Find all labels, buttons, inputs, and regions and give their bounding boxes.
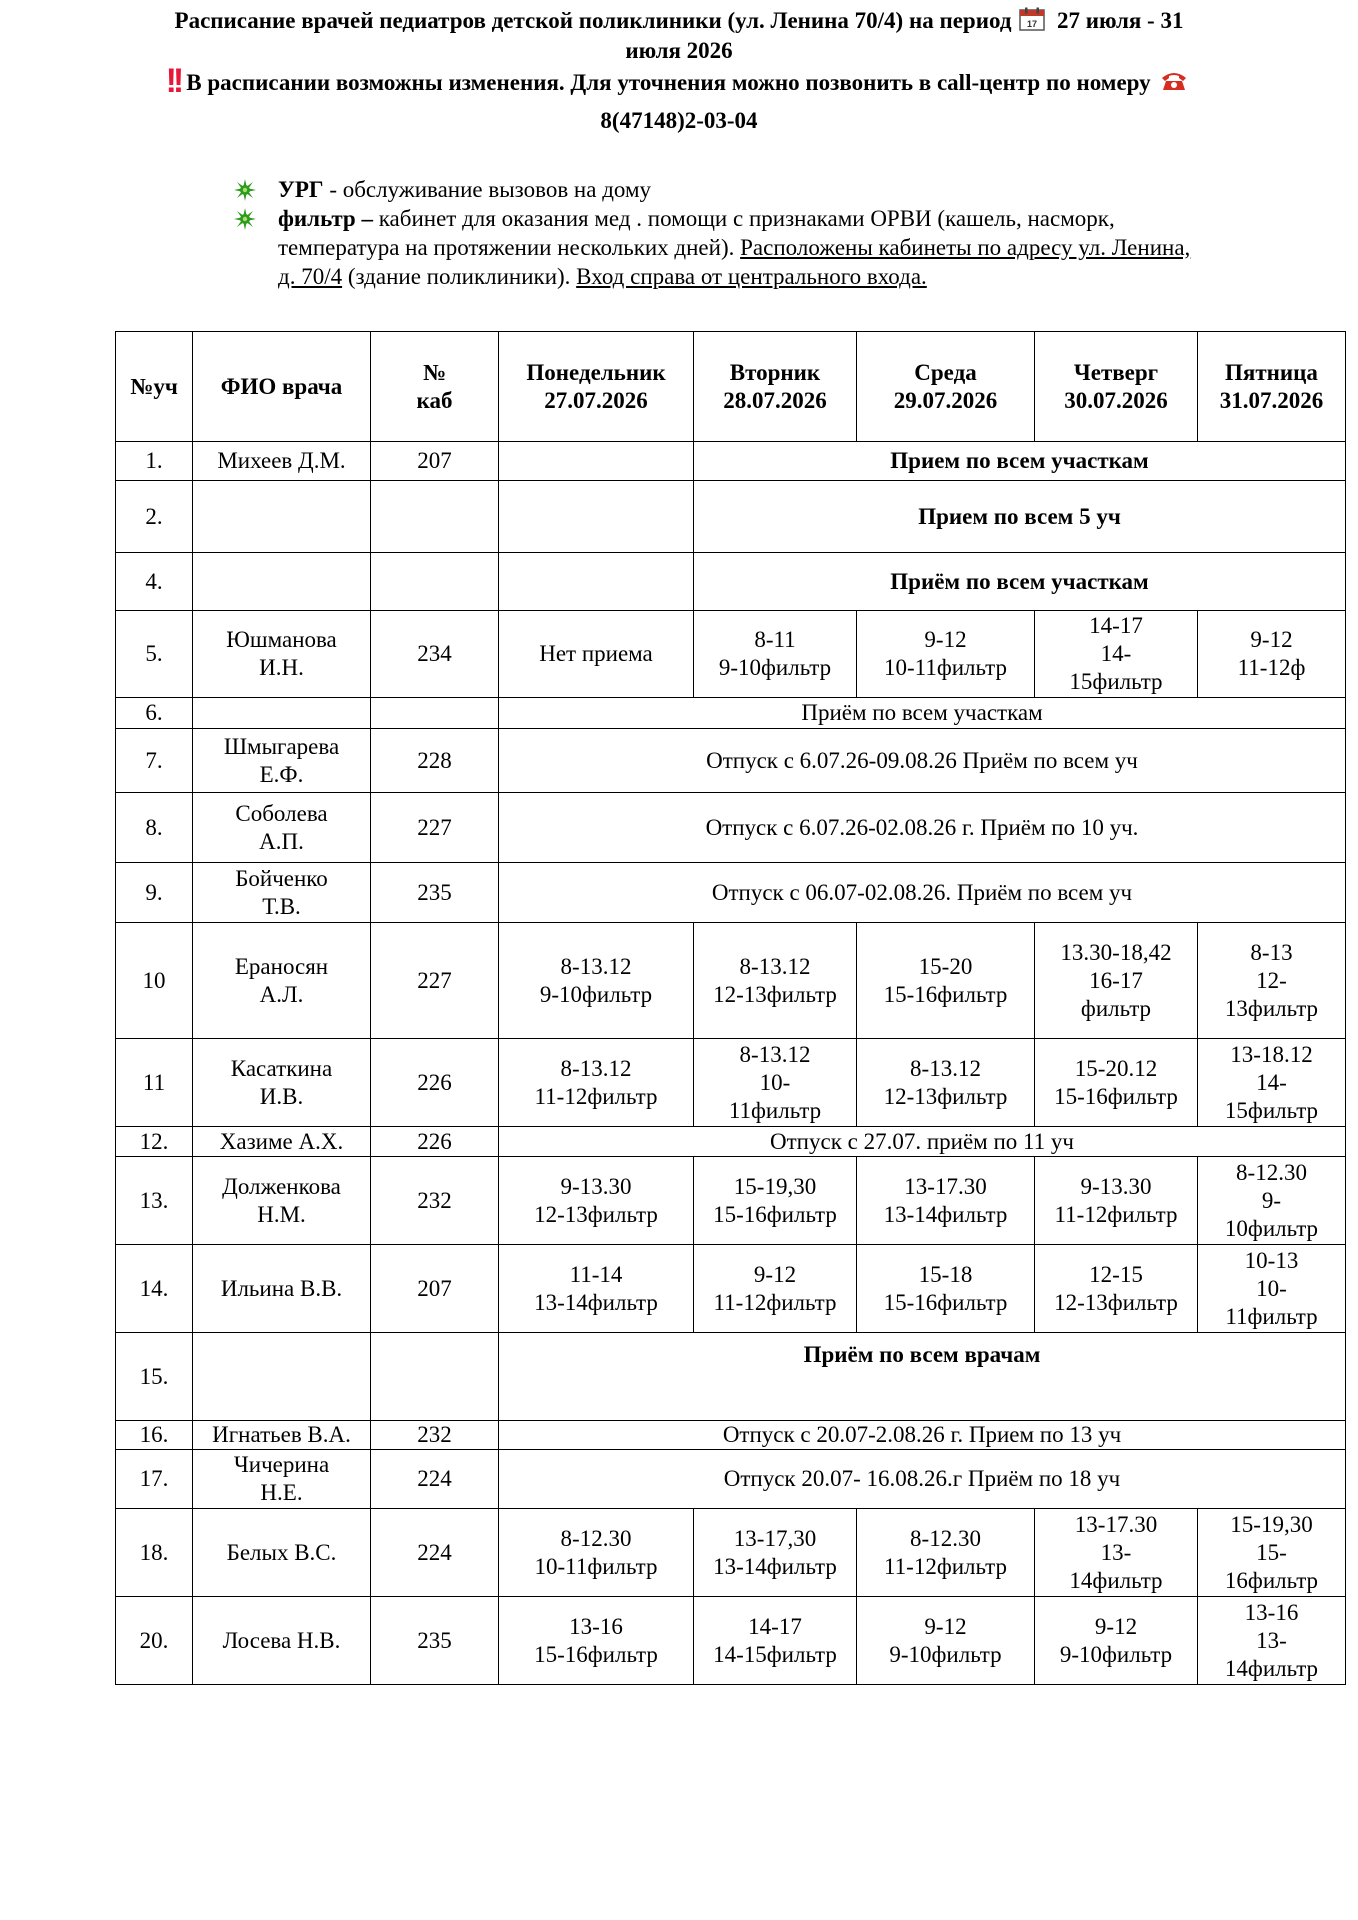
title-text: Расписание врачей педиатров детской поликлиники (ул. Ленина 70/4) на период — [174, 8, 1012, 33]
warning-notice — [150, 62, 1208, 140]
table-row — [116, 553, 1346, 611]
schedule-note-cell: Отпуск с 06.07-02.08.26. Приём по всем уч — [499, 863, 1346, 923]
friday-cell: 8-13 12- 13фильтр — [1198, 923, 1346, 1039]
doctor-name-cell: Касаткина И.В. — [193, 1039, 371, 1127]
friday-cell: 13-16 13- 14фильтр — [1198, 1597, 1346, 1685]
legend-text-urg: - обслуживание вызовов на дому — [323, 177, 652, 202]
uch-number-cell: 8. — [116, 793, 193, 863]
room-cell: 224 — [371, 1450, 499, 1509]
room-cell: 232 — [371, 1421, 499, 1450]
schedule-note-cell: Прием по всем 5 уч — [694, 481, 1346, 553]
room-cell: 235 — [371, 1597, 499, 1685]
schedule-note-cell: Отпуск с 20.07-2.08.26 г. Прием по 13 уч — [499, 1421, 1346, 1450]
wednesday-cell: 9-12 10-11фильтр — [857, 611, 1035, 698]
friday-cell: 10-13 10- 11фильтр — [1198, 1245, 1346, 1333]
uch-number-cell: 18. — [116, 1509, 193, 1597]
monday-cell: 8-13.12 11-12фильтр — [499, 1039, 694, 1127]
doctor-name-cell — [193, 553, 371, 611]
doctor-name-cell: Чичерина Н.Е. — [193, 1450, 371, 1509]
schedule-note-cell: Приём по всем участкам — [499, 698, 1346, 729]
table-row — [116, 729, 1346, 793]
tuesday-cell: 14-17 14-15фильтр — [694, 1597, 857, 1685]
thursday-cell: 12-15 12-13фильтр — [1035, 1245, 1198, 1333]
uch-number-cell: 15. — [116, 1333, 193, 1421]
table-row — [116, 698, 1346, 729]
table-row — [116, 1157, 1346, 1245]
monday-cell: 8-12.30 10-11фильтр — [499, 1509, 694, 1597]
wednesday-cell: 9-12 9-10фильтр — [857, 1597, 1035, 1685]
legend-item-urg — [230, 175, 1210, 204]
tuesday-cell: 8-13.12 12-13фильтр — [694, 923, 857, 1039]
legend-term-filter: фильтр – — [278, 206, 373, 231]
uch-number-cell: 5. — [116, 611, 193, 698]
legend — [230, 175, 1210, 291]
doctor-name-cell: Хазиме А.Х. — [193, 1127, 371, 1157]
schedule-note-cell: Отпуск с 6.07.26-02.08.26 г. Приём по 10 уч. — [499, 793, 1346, 863]
friday-cell: 13-18.12 14- 15фильтр — [1198, 1039, 1346, 1127]
table-row — [116, 863, 1346, 923]
uch-number-cell: 14. — [116, 1245, 193, 1333]
doctor-name-cell — [193, 698, 371, 729]
friday-cell: 15-19,30 15- 16фильтр — [1198, 1509, 1346, 1597]
thursday-cell: 13.30-18,42 16-17 фильтр — [1035, 923, 1198, 1039]
table-row — [116, 1245, 1346, 1333]
monday-cell — [499, 481, 694, 553]
room-cell: 226 — [371, 1039, 499, 1127]
doctor-name-cell: Долженкова Н.М. — [193, 1157, 371, 1245]
header-thursday: Четверг 30.07.2026 — [1035, 332, 1198, 442]
uch-number-cell: 6. — [116, 698, 193, 729]
monday-cell: 8-13.12 9-10фильтр — [499, 923, 694, 1039]
table-row — [116, 442, 1346, 481]
room-cell: 226 — [371, 1127, 499, 1157]
room-cell: 232 — [371, 1157, 499, 1245]
legend-text-filter: кабинет для оказания мед . помощи с признаками ОРВИ (кашель, насморк, температура на протяжении нескольких дней). — [278, 206, 1115, 260]
monday-cell: Нет приема — [499, 611, 694, 698]
green-star-bullet-icon — [234, 208, 256, 230]
room-cell: 228 — [371, 729, 499, 793]
uch-number-cell: 11 — [116, 1039, 193, 1127]
tuesday-cell: 9-12 11-12фильтр — [694, 1245, 857, 1333]
monday-cell: 9-13.30 12-13фильтр — [499, 1157, 694, 1245]
room-cell: 224 — [371, 1509, 499, 1597]
wednesday-cell: 8-13.12 12-13фильтр — [857, 1039, 1035, 1127]
thursday-cell: 13-17.30 13- 14фильтр — [1035, 1509, 1198, 1597]
table-row — [116, 1333, 1346, 1421]
table-row — [116, 1039, 1346, 1127]
header-room: № каб — [371, 332, 499, 442]
tuesday-cell: 8-13.12 10- 11фильтр — [694, 1039, 857, 1127]
exclamation-icon: !! — [165, 62, 181, 100]
legend-text-building: (здание поликлиники). — [342, 264, 577, 289]
schedule-note-cell: Приём по всем врачам — [499, 1333, 1346, 1421]
table-row — [116, 1450, 1346, 1509]
header-monday: Понедельник 27.07.2026 — [499, 332, 694, 442]
table-row — [116, 1509, 1346, 1597]
svg-text:17: 17 — [1027, 19, 1038, 29]
uch-number-cell: 9. — [116, 863, 193, 923]
uch-number-cell: 13. — [116, 1157, 193, 1245]
thursday-cell: 9-13.30 11-12фильтр — [1035, 1157, 1198, 1245]
room-cell: 207 — [371, 1245, 499, 1333]
table-row — [116, 923, 1346, 1039]
doctor-name-cell: Лосева Н.В. — [193, 1597, 371, 1685]
telephone-icon — [1160, 70, 1188, 92]
friday-cell: 8-12.30 9- 10фильтр — [1198, 1157, 1346, 1245]
header-tuesday: Вторник 28.07.2026 — [694, 332, 857, 442]
wednesday-cell: 8-12.30 11-12фильтр — [857, 1509, 1035, 1597]
uch-number-cell: 4. — [116, 553, 193, 611]
wednesday-cell: 13-17.30 13-14фильтр — [857, 1157, 1035, 1245]
header-doctor: ФИО врача — [193, 332, 371, 442]
room-cell: 235 — [371, 863, 499, 923]
monday-cell: 13-16 15-16фильтр — [499, 1597, 694, 1685]
thursday-cell: 15-20.12 15-16фильтр — [1035, 1039, 1198, 1127]
table-row — [116, 793, 1346, 863]
uch-number-cell: 17. — [116, 1450, 193, 1509]
schedule-note-cell: Отпуск с 6.07.26-09.08.26 Приём по всем уч — [499, 729, 1346, 793]
doctor-name-cell: Бойченко Т.В. — [193, 863, 371, 923]
page-title — [150, 6, 1208, 66]
doctor-name-cell: Соболева А.П. — [193, 793, 371, 863]
wednesday-cell: 15-20 15-16фильтр — [857, 923, 1035, 1039]
monday-cell — [499, 553, 694, 611]
title-period: 27 июля - 31 июля 2026 — [625, 8, 1184, 63]
entrance-link[interactable]: Вход справа от центрального входа. — [576, 264, 927, 289]
header-friday: Пятница 31.07.2026 — [1198, 332, 1346, 442]
table-row — [116, 481, 1346, 553]
room-cell: 227 — [371, 793, 499, 863]
address-link[interactable]: Расположены кабинеты по адресу ул. Ленина, д. 70/4 — [278, 235, 1191, 289]
room-cell: 227 — [371, 923, 499, 1039]
thursday-cell: 14-17 14- 15фильтр — [1035, 611, 1198, 698]
table-header-row — [116, 332, 1346, 442]
table-row — [116, 1597, 1346, 1685]
thursday-cell: 9-12 9-10фильтр — [1035, 1597, 1198, 1685]
uch-number-cell: 1. — [116, 442, 193, 481]
schedule-note-cell: Прием по всем участкам — [694, 442, 1346, 481]
schedule-table — [115, 331, 1346, 1685]
calendar-icon — [1019, 7, 1045, 31]
doctor-name-cell — [193, 1333, 371, 1421]
room-cell — [371, 1333, 499, 1421]
doctor-name-cell: Ильина В.В. — [193, 1245, 371, 1333]
uch-number-cell: 12. — [116, 1127, 193, 1157]
tuesday-cell: 8-11 9-10фильтр — [694, 611, 857, 698]
doctor-name-cell: Игнатьев В.А. — [193, 1421, 371, 1450]
uch-number-cell: 20. — [116, 1597, 193, 1685]
uch-number-cell: 7. — [116, 729, 193, 793]
tuesday-cell: 13-17,30 13-14фильтр — [694, 1509, 857, 1597]
table-row — [116, 1127, 1346, 1157]
doctor-name-cell: Ераносян А.Л. — [193, 923, 371, 1039]
room-cell: 207 — [371, 442, 499, 481]
doctor-name-cell: Михеев Д.М. — [193, 442, 371, 481]
warning-text: В расписании возможны изменения. Для уточнения можно позвонить в call-центр по номеру — [186, 70, 1151, 95]
schedule-note-cell: Отпуск с 27.07. приём по 11 уч — [499, 1127, 1346, 1157]
green-star-bullet-icon — [234, 179, 256, 201]
schedule-note-cell: Отпуск 20.07- 16.08.26.г Приём по 18 уч — [499, 1450, 1346, 1509]
table-row — [116, 1421, 1346, 1450]
uch-number-cell: 10 — [116, 923, 193, 1039]
doctor-name-cell: Шмыгарева Е.Ф. — [193, 729, 371, 793]
legend-item-filter — [230, 204, 1210, 291]
legend-term-urg: УРГ — [278, 177, 324, 202]
room-cell — [371, 698, 499, 729]
monday-cell: 11-14 13-14фильтр — [499, 1245, 694, 1333]
phone-number: 8(47148)2-03-04 — [600, 108, 758, 133]
room-cell — [371, 553, 499, 611]
room-cell: 234 — [371, 611, 499, 698]
schedule-note-cell: Приём по всем участкам — [694, 553, 1346, 611]
friday-cell: 9-12 11-12ф — [1198, 611, 1346, 698]
doctor-name-cell: Белых В.С. — [193, 1509, 371, 1597]
header-uch: №уч — [116, 332, 193, 442]
tuesday-cell: 15-19,30 15-16фильтр — [694, 1157, 857, 1245]
doctor-name-cell — [193, 481, 371, 553]
wednesday-cell: 15-18 15-16фильтр — [857, 1245, 1035, 1333]
monday-cell — [499, 442, 694, 481]
doctor-name-cell: Юшманова И.Н. — [193, 611, 371, 698]
uch-number-cell: 16. — [116, 1421, 193, 1450]
uch-number-cell: 2. — [116, 481, 193, 553]
room-cell — [371, 481, 499, 553]
table-body — [116, 442, 1346, 1685]
header-wednesday: Среда 29.07.2026 — [857, 332, 1035, 442]
table-row — [116, 611, 1346, 698]
